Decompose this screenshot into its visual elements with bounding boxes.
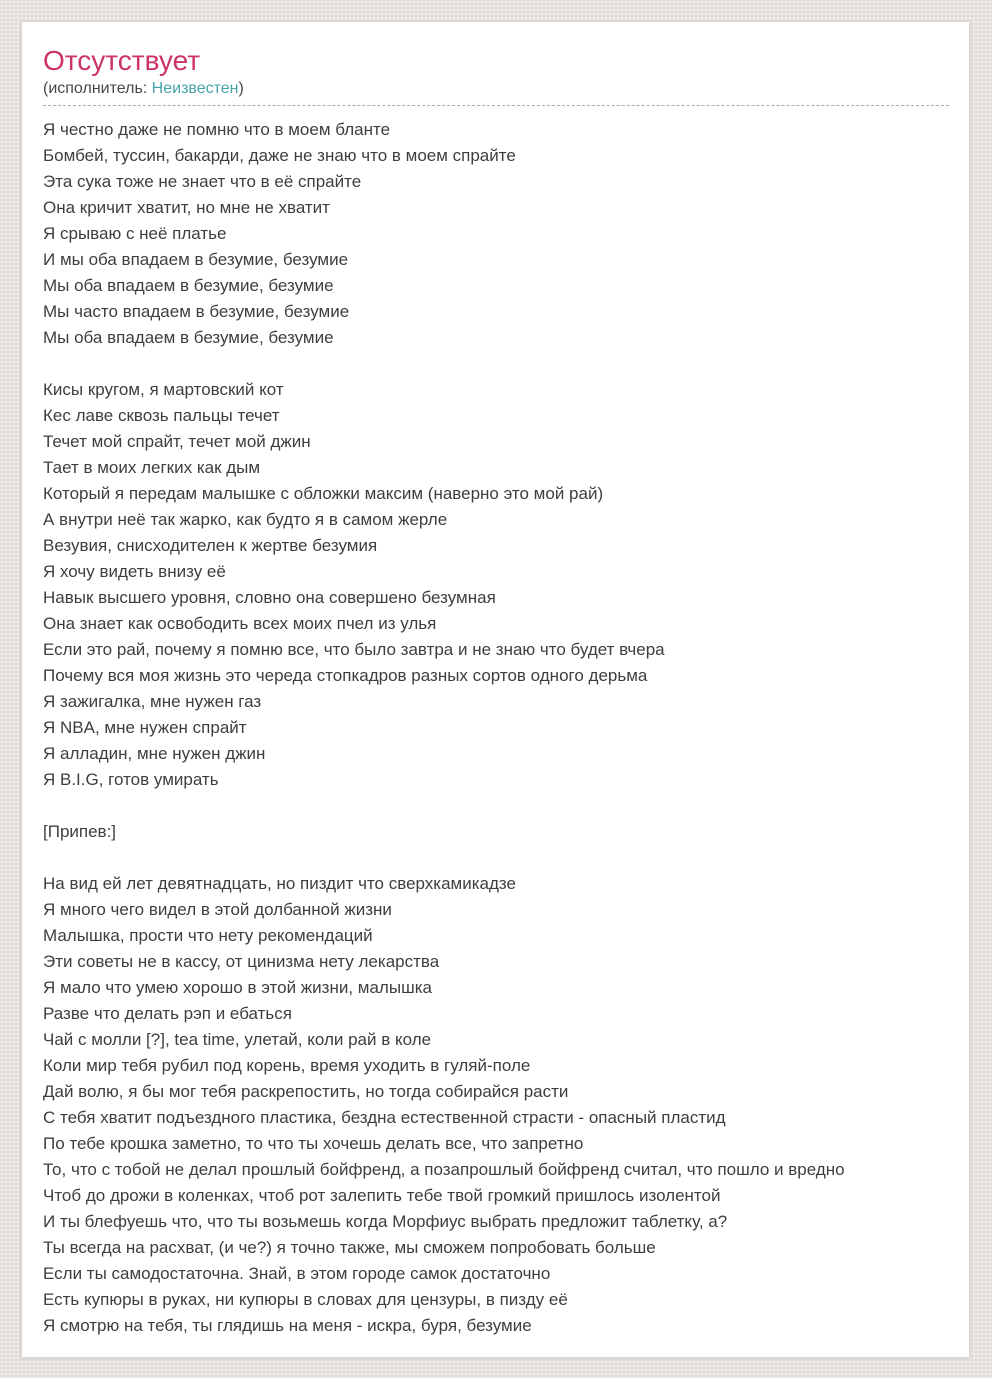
lyric-line: И мы оба впадаем в безумие, безумие — [43, 250, 349, 269]
lyric-line: Я честно даже не помню что в моем бланте — [43, 120, 391, 139]
lyrics-stanza — [43, 871, 949, 1339]
artist-close-paren: ) — [238, 80, 244, 97]
lyric-line: Мы часто впадаем в безумие, безумие — [43, 302, 350, 321]
lyric-line: Навык высшего уровня, словно она совершено безумная — [43, 588, 496, 607]
lyric-line: Везувия, снисходителен к жертве безумия — [43, 536, 378, 555]
lyric-line: Я смотрю на тебя, ты глядишь на меня - искра, буря, безумие — [43, 1316, 532, 1335]
lyric-line: Ты всегда на расхват, (и че?) я точно также, мы сможем попробовать больше — [43, 1238, 656, 1257]
lyric-line: Если это рай, почему я помню все, что было завтра и не знаю что будет вчера — [43, 640, 665, 659]
lyric-line: Если ты самодостаточна. Знай, в этом городе самок достаточно — [43, 1264, 551, 1283]
lyric-line: Течет мой спрайт, течет мой джин — [43, 432, 311, 451]
lyrics-stanza — [43, 377, 949, 793]
lyric-line: А внутри неё так жарко, как будто я в самом жерле — [43, 510, 448, 529]
artist-link[interactable]: Неизвестен — [151, 80, 239, 97]
lyric-line: Малышка, прости что нету рекомендаций — [43, 926, 373, 945]
artist-label: (исполнитель: — [43, 80, 152, 97]
lyric-line: Разве что делать рэп и ебаться — [43, 1004, 292, 1023]
lyric-line: Мы оба впадаем в безумие, безумие — [43, 328, 334, 347]
lyric-line: Тает в моих легких как дым — [43, 458, 261, 477]
song-title: Отсутствует — [43, 45, 201, 76]
lyric-line: Бомбей, туссин, бакарди, даже не знаю что в моем спрайте — [43, 146, 516, 165]
lyrics-stanza — [43, 819, 949, 845]
lyric-line: Мы оба впадаем в безумие, безумие — [43, 276, 334, 295]
lyric-line: Эта сука тоже не знает что в её спрайте — [43, 172, 362, 191]
lyric-line: Дай волю, я бы мог тебя раскрепостить, но тогда собирайся расти — [43, 1082, 569, 1101]
lyrics-body — [43, 117, 949, 1358]
lyric-line: Кисы кругом, я мартовский кот — [43, 380, 284, 399]
lyric-line: Я зажигалка, мне нужен газ — [43, 692, 262, 711]
lyric-line: Кес лаве сквозь пальцы течет — [43, 406, 280, 425]
lyric-line: На вид ей лет девятнадцать, но пиздит что сверхкамикадзе — [43, 874, 516, 893]
lyric-line: По тебе крошка заметно, то что ты хочешь делать все, что запретно — [43, 1134, 584, 1153]
lyric-line: Я много чего видел в этой долбанной жизни — [43, 900, 392, 919]
lyric-line: Есть купюры в руках, ни купюры в словах для цензуры, в пизду её — [43, 1290, 568, 1309]
lyric-line: Я хочу видеть внизу её — [43, 562, 226, 581]
lyric-line: С тебя хватит подъездного пластика, бездна естественной страсти - опасный пластид — [43, 1108, 726, 1127]
lyric-line: Я B.I.G, готов умирать — [43, 770, 219, 789]
lyric-line: Почему вся моя жизнь это череда стопкадров разных сортов одного дерьма — [43, 666, 648, 685]
lyric-line: Чай с молли [?], tea time, улетай, коли рай в коле — [43, 1030, 432, 1049]
lyric-line: Эти советы не в кассу, от цинизма нету лекарства — [43, 952, 440, 971]
lyric-line: Я срываю с неё платье — [43, 224, 227, 243]
artist-line — [43, 79, 949, 105]
lyrics-card — [21, 21, 970, 1358]
lyric-line: Я алладин, мне нужен джин — [43, 744, 266, 763]
lyric-line: Она кричит хватит, но мне не хватит — [43, 198, 330, 217]
song-header — [43, 46, 949, 106]
lyric-line: И ты блефуешь что, что ты возьмешь когда Морфиус выбрать предложит таблетку, а? — [43, 1212, 728, 1231]
lyric-line: Я мало что умею хорошо в этой жизни, малышка — [43, 978, 432, 997]
lyric-line: [Припев:] — [43, 822, 117, 841]
lyric-line: Я NBA, мне нужен спрайт — [43, 718, 247, 737]
lyric-line: Она знает как освободить всех моих пчел из улья — [43, 614, 437, 633]
lyric-line: Чтоб до дрожи в коленках, чтоб рот залепить тебе твой громкий пришлось изолентой — [43, 1186, 721, 1205]
lyric-line: То, что с тобой не делал прошлый бойфренд, а позапрошлый бойфренд считал, что пошло и вредно — [43, 1160, 845, 1179]
lyric-line: Коли мир тебя рубил под корень, время уходить в гуляй-поле — [43, 1056, 531, 1075]
lyrics-stanza — [43, 117, 949, 351]
lyric-line: Который я передам малышке с обложки максим (наверно это мой рай) — [43, 484, 604, 503]
